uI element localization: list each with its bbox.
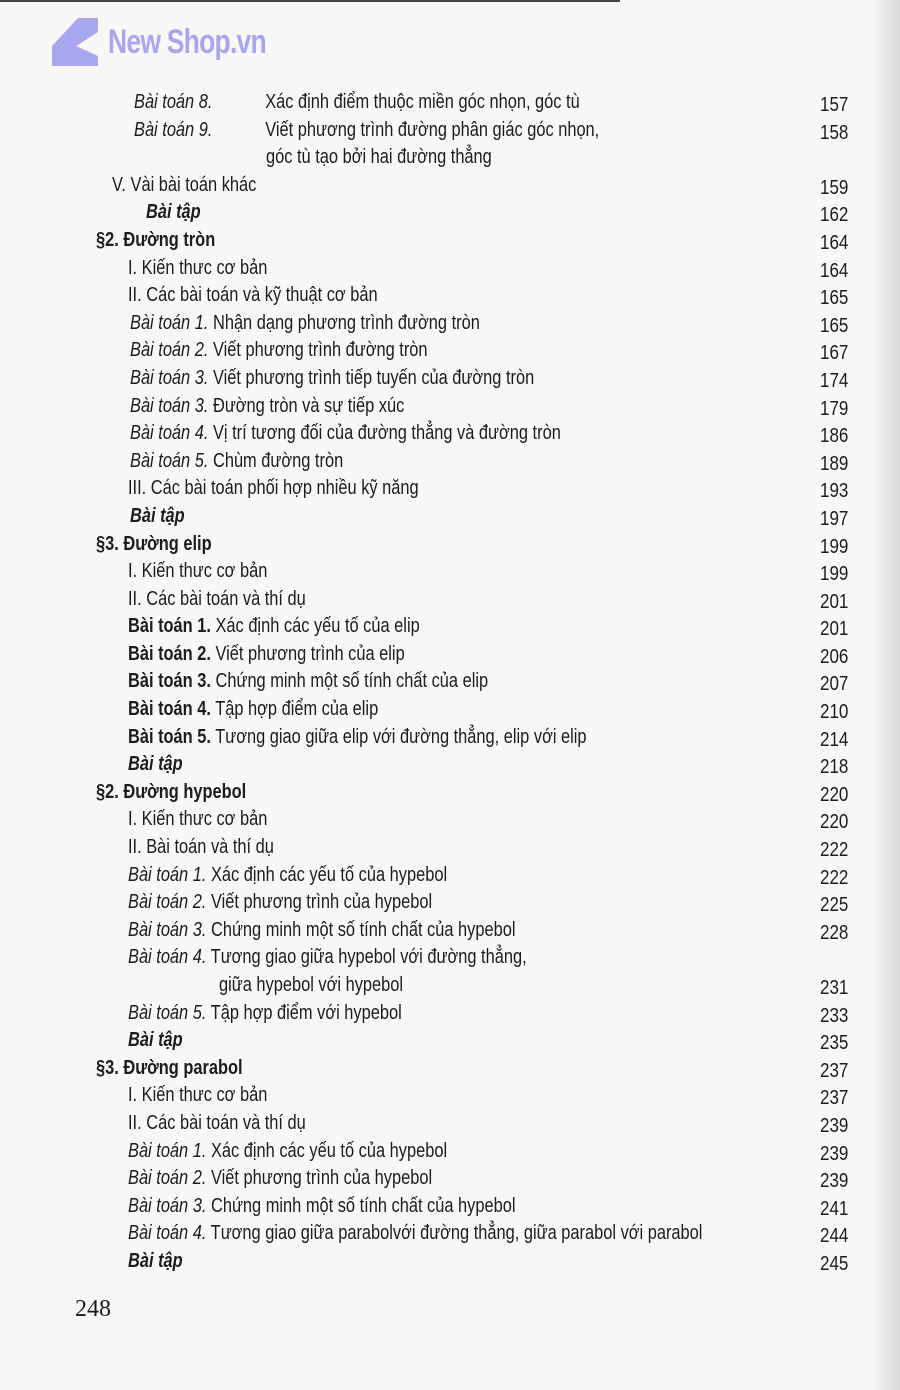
toc-entry-page: 164: [819, 231, 848, 254]
toc-entry: [0, 1082, 900, 1110]
toc-entry: [0, 393, 900, 421]
toc-entry-title: Xác định các yếu tố của hypebol: [210, 1139, 448, 1162]
toc-entry-page: 159: [819, 176, 848, 199]
toc-entry-page: 162: [819, 204, 848, 227]
toc-entry: [0, 641, 900, 669]
toc-entry-page: 218: [819, 756, 848, 779]
toc-entry-page: 199: [819, 535, 848, 558]
toc-entry-text: [112, 172, 256, 200]
toc-entry-label: Bài toán 4.: [128, 698, 211, 721]
toc-entry-page: 220: [819, 783, 848, 806]
toc-entry-text: [128, 1248, 183, 1276]
toc-entry-text: [128, 255, 267, 283]
toc-entry-label: I.: [128, 560, 138, 583]
toc-entry-text: [130, 503, 185, 531]
toc-entry: [0, 337, 900, 365]
toc-entry: [0, 448, 900, 476]
toc-entry-page: 235: [819, 1032, 848, 1055]
toc-entry-label: I.: [128, 1084, 138, 1107]
toc-entry-page: 222: [819, 866, 848, 889]
toc-entry: [0, 1193, 900, 1221]
toc-entry-title: Chứng minh một số tính chất của elip: [215, 670, 489, 693]
toc-entry-label: Bài toán 1.: [128, 863, 207, 886]
toc-entry-text: [96, 227, 215, 255]
toc-entry-text: [130, 420, 561, 448]
toc-entry-page: 233: [819, 1004, 848, 1027]
toc-entry: [0, 834, 900, 862]
toc-entry-text: [128, 1027, 183, 1055]
toc-entry-text: [128, 1138, 447, 1166]
toc-entry-page: 199: [819, 563, 848, 586]
toc-entry-text: [128, 1000, 402, 1028]
toc-entry: [0, 144, 900, 172]
toc-entry-text: [128, 1193, 516, 1221]
toc-entry-label: II.: [128, 1111, 142, 1134]
toc-entry-label: §2.: [96, 780, 119, 803]
toc-entry-page: 245: [819, 1252, 848, 1275]
toc-entry-title: Đường parabol: [123, 1056, 243, 1079]
toc-entry-page: 189: [819, 452, 848, 475]
toc-entry-page: 206: [819, 645, 848, 668]
toc-entry-text: [128, 586, 306, 614]
toc-entry-page: 241: [819, 1197, 848, 1220]
toc-entry-title: Tương giao giữa parabolvới đường thẳng, giữa parabol với parabol: [210, 1222, 703, 1245]
toc-entry-label: Bài tập: [128, 753, 183, 776]
toc-entry-title: Tương giao giữa hypebol với đường thẳng,: [210, 946, 527, 969]
toc-entry-text: [128, 944, 527, 972]
toc-entry-text: [130, 337, 428, 365]
toc-entry-page: 201: [819, 618, 848, 641]
toc-entry-title: Bài toán và thí dụ: [146, 836, 274, 859]
toc-entry-label: II.: [128, 836, 142, 859]
toc-entry-text: [130, 310, 480, 338]
toc-entry-label: §3.: [96, 1056, 119, 1079]
toc-entry-title: Viết phương trình của hypebol: [210, 891, 433, 914]
toc-entry: [0, 1000, 900, 1028]
toc-entry-title: Viết phương trình đường phân giác góc nhọn,: [265, 118, 600, 141]
toc-entry-text: [128, 889, 432, 917]
toc-entry-label: Bài toán 2.: [130, 339, 209, 362]
toc-entry: [0, 862, 900, 890]
toc-entry-page: 167: [819, 342, 848, 365]
toc-entry-label: Bài toán 1.: [128, 615, 211, 638]
toc-entry-title: Tập hợp điểm của elip: [215, 698, 379, 721]
toc-entry-title: Các bài toán phối hợp nhiều kỹ năng: [150, 477, 419, 500]
toc-entry-label: Bài tập: [128, 1249, 183, 1272]
toc-entry-page: 179: [819, 397, 848, 420]
toc-entry: [0, 1055, 900, 1083]
toc-entry: [0, 1110, 900, 1138]
toc-entry-label: Bài tập: [146, 201, 201, 224]
toc-entry-page: 220: [819, 811, 848, 834]
toc-entry-page: 165: [819, 287, 848, 310]
toc-entry-title: giữa hypebol với hypebol: [219, 974, 404, 996]
toc-entry-page: 197: [819, 507, 848, 530]
toc-entry-text: [128, 613, 420, 641]
toc-entry-text: [128, 1165, 432, 1193]
toc-entry-title: Chứng minh một số tính chất của hypebol: [210, 918, 516, 941]
toc-entry-page: 239: [819, 1170, 848, 1193]
toc-entry-page: 174: [819, 369, 848, 392]
toc-entry-label: Bài toán 3.: [130, 366, 209, 389]
toc-entry: [0, 1220, 900, 1248]
toc-entry-label: Bài toán 2.: [128, 642, 211, 665]
toc-entry-label: Bài toán 3.: [128, 670, 211, 693]
toc-entry-page: 239: [819, 1142, 848, 1165]
toc-entry: [0, 1248, 900, 1276]
toc-entry-label: Bài toán 4.: [130, 422, 209, 445]
toc-entry-label: Bài toán 5.: [128, 1001, 207, 1024]
toc-entry-title: Xác định các yếu tố của elip: [215, 615, 420, 638]
toc-entry-label: §2.: [96, 228, 119, 251]
toc-entry-title: Vị trí tương đối của đường thẳng và đường tròn: [212, 422, 561, 445]
toc-entry-text: [128, 1110, 306, 1138]
toc-entry-label: Bài toán 3.: [128, 918, 207, 941]
toc-entry-text: [128, 917, 516, 945]
toc-entry: [0, 172, 900, 200]
toc-entry-text: [128, 751, 183, 779]
toc-entry-label: Bài toán 8.: [134, 91, 213, 113]
toc-entry-title: Xác định các yếu tố của hypebol: [210, 863, 448, 886]
toc-entry-page: 214: [819, 728, 848, 751]
toc-entry-label: V.: [112, 173, 126, 196]
toc-entry-title: Kiến thưc cơ bản: [141, 256, 268, 279]
toc-entry-label: Bài toán 4.: [128, 1222, 207, 1245]
toc-entry-title: Đường tròn: [123, 228, 216, 251]
toc-entry-page: 225: [819, 894, 848, 917]
toc-entry-label: Bài toán 9.: [134, 118, 213, 141]
toc-entry: [0, 889, 900, 917]
toc-entry: [0, 779, 900, 807]
toc-entry-page: 193: [819, 480, 848, 503]
toc-entry-page: 201: [819, 590, 848, 613]
toc-entry-title: Kiến thưc cơ bản: [141, 560, 268, 583]
toc-entry-title: Xác định điểm thuộc miền góc nhọn, góc tù: [265, 91, 580, 113]
toc-entry-title: Viết phương trình tiếp tuyến của đường tròn: [212, 366, 535, 389]
toc-entry-text: [130, 448, 343, 476]
toc-entry-title: Viết phương trình đường tròn: [212, 339, 428, 362]
toc-entry-label: Bài tập: [128, 1029, 183, 1052]
toc-entry-page: 165: [819, 314, 848, 337]
toc-entry-page: 222: [819, 839, 848, 862]
toc-entry-label: Bài toán 5.: [128, 725, 211, 748]
toc-entry-label: II.: [128, 284, 142, 307]
page-number: 248: [75, 1296, 111, 1322]
toc-entry-page: 244: [819, 1225, 848, 1248]
toc-entry-label: Bài toán 4.: [128, 946, 207, 969]
toc-entry-label: II.: [128, 587, 142, 610]
toc-entry-label: Bài toán 5.: [130, 449, 209, 472]
toc-entry: [0, 972, 900, 1000]
toc-entry-title: Nhận dạng phương trình đường tròn: [212, 311, 480, 334]
toc-entry: [0, 917, 900, 945]
toc-entry-text: [128, 282, 378, 310]
toc-entry-title: Viết phương trình của hypebol: [210, 1167, 433, 1190]
toc-entry: [0, 668, 900, 696]
toc-entry: [0, 696, 900, 724]
toc-entry: [0, 199, 900, 227]
toc-entry-title: Viết phương trình của elip: [215, 642, 405, 665]
toc-entry-text: [128, 668, 488, 696]
toc-entry: [0, 365, 900, 393]
toc-entry-page: 207: [819, 673, 848, 696]
toc-entry-page: 228: [819, 921, 848, 944]
toc-entry-label: Bài toán 3.: [130, 394, 209, 417]
toc-entry-page: 237: [819, 1059, 848, 1082]
toc-entry: [0, 117, 900, 145]
toc-entry-label: Bài toán 2.: [128, 891, 207, 914]
toc-entry-label: Bài toán 3.: [128, 1194, 207, 1217]
toc-entry-text: [134, 117, 599, 145]
toc-entry-page: 239: [819, 1114, 848, 1137]
toc-entry: [0, 89, 900, 117]
toc-entry-text: [96, 779, 246, 807]
toc-entry-title: Các bài toán và thí dụ: [146, 587, 306, 610]
toc-entry: [0, 282, 900, 310]
toc-entry-title: Chứng minh một số tính chất của hypebol: [210, 1194, 516, 1217]
toc-entry: [0, 1027, 900, 1055]
toc-entry-page: 186: [819, 425, 848, 448]
toc-entry-text: [128, 641, 405, 669]
toc-entry-text: [96, 531, 212, 559]
toc-entry-text: [128, 1082, 267, 1110]
toc-entry-page: 157: [819, 94, 848, 116]
toc-entry-page: 210: [819, 701, 848, 724]
toc-entry-title: Kiến thưc cơ bản: [141, 1084, 268, 1107]
toc-entry: [0, 475, 900, 503]
toc-entry-label: §3.: [96, 532, 119, 555]
toc-entry: [0, 586, 900, 614]
toc-entry-label: Bài toán 1.: [130, 311, 209, 334]
toc-entry-text: [128, 1220, 702, 1248]
toc-entry-title: góc tù tạo bởi hai đường thẳng: [266, 146, 492, 169]
toc-entry: [0, 806, 900, 834]
toc-entry-text: [96, 1055, 243, 1083]
toc-entry-text: [128, 806, 267, 834]
toc-entry-label: I.: [128, 808, 138, 831]
toc-entry-label: Bài toán 1.: [128, 1139, 207, 1162]
toc-entry: [0, 227, 900, 255]
toc-entry-page: 164: [819, 259, 848, 282]
toc-entry-text: [219, 972, 403, 1000]
toc-entry-title: Kiến thưc cơ bản: [141, 808, 268, 831]
toc-entry-title: Đường tròn và sự tiếp xúc: [212, 394, 405, 417]
toc-entry-title: Chùm đường tròn: [212, 449, 344, 472]
toc-entry-title: Đường hypebol: [123, 780, 247, 803]
toc-entry: [0, 255, 900, 283]
toc-entry-label: Bài tập: [130, 504, 185, 527]
toc-entry-title: Đường elip: [123, 532, 212, 555]
toc-entry-text: [128, 475, 419, 503]
arrow-logo-icon: [48, 16, 100, 68]
table-of-contents: [0, 89, 900, 1276]
toc-entry-title: Tập hợp điểm với hypebol: [210, 1001, 402, 1024]
toc-entry-text: [128, 558, 267, 586]
toc-entry-page: 237: [819, 1087, 848, 1110]
toc-entry-page: 231: [819, 977, 848, 999]
toc-entry: [0, 420, 900, 448]
toc-entry-title: Vài bài toán khác: [130, 173, 257, 196]
toc-entry-text: [146, 199, 201, 227]
toc-entry-text: [128, 696, 378, 724]
toc-entry: [0, 310, 900, 338]
toc-entry: [0, 1165, 900, 1193]
toc-entry: [0, 944, 900, 972]
toc-entry: [0, 1138, 900, 1166]
scan-edge: [0, 0, 620, 2]
toc-entry-text: [134, 89, 580, 117]
toc-entry: [0, 613, 900, 641]
toc-entry-text: [266, 144, 492, 172]
toc-entry: [0, 558, 900, 586]
toc-entry-label: I.: [128, 256, 138, 279]
toc-entry-title: Các bài toán và kỹ thuật cơ bản: [146, 284, 378, 307]
watermark-text: New Shop.vn: [108, 22, 266, 61]
toc-entry-page: 158: [819, 121, 848, 144]
toc-entry-text: [128, 724, 587, 752]
toc-entry: [0, 751, 900, 779]
toc-entry-text: [128, 862, 447, 890]
toc-entry-text: [130, 365, 534, 393]
toc-entry-title: Các bài toán và thí dụ: [146, 1111, 306, 1134]
watermark-logo: [48, 16, 310, 68]
toc-entry-label: Bài toán 2.: [128, 1167, 207, 1190]
toc-entry-title: Tương giao giữa elip với đường thẳng, elip với elip: [215, 725, 587, 748]
toc-entry-label: III.: [128, 477, 147, 500]
toc-entry: [0, 724, 900, 752]
toc-entry-text: [128, 834, 274, 862]
toc-entry: [0, 503, 900, 531]
toc-entry-text: [130, 393, 404, 421]
toc-entry: [0, 531, 900, 559]
